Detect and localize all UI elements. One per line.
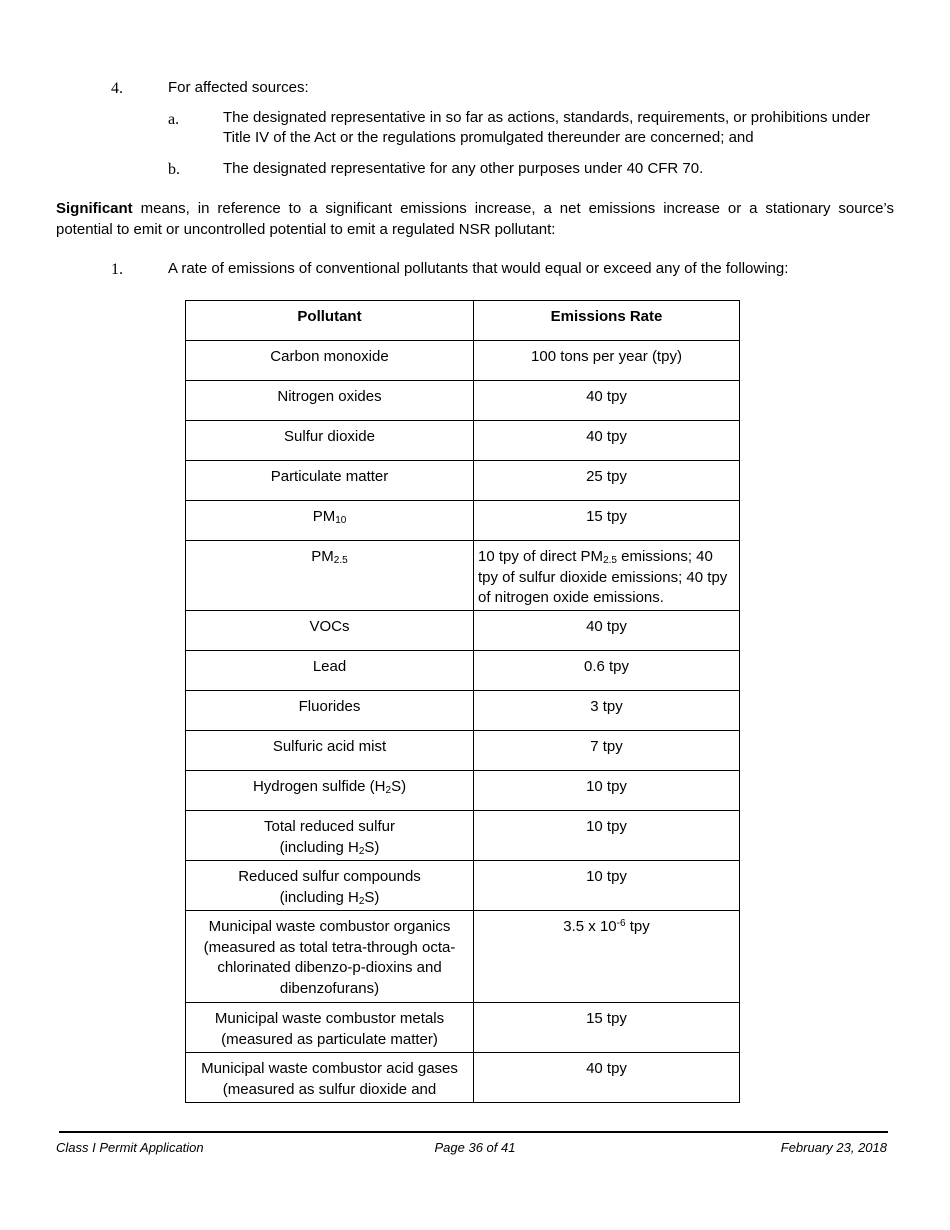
pm-base: PM: [311, 548, 334, 565]
table-row: [186, 731, 740, 771]
sublist-item-a-line1: The designated representative in so far as actions, standards, requirements, or prohibitions under: [223, 109, 871, 126]
rate-cell: 40 tpy: [474, 1053, 740, 1103]
footer-date: February 23, 2018: [780, 1140, 887, 1155]
pollutant-cell: [186, 811, 474, 861]
pollutant-cell: [186, 541, 474, 611]
table-row: [186, 611, 740, 651]
pollutant-cell: [186, 501, 474, 541]
rate-text-part1: 3.5 x 10: [563, 918, 617, 935]
rate-cell: 15 tpy: [474, 501, 740, 541]
rate-cell: 7 tpy: [474, 731, 740, 771]
rate-cell: 3 tpy: [474, 691, 740, 731]
significant-term: Significant: [56, 200, 133, 217]
table-row: [186, 1053, 740, 1103]
pm-subscript: 10: [335, 515, 347, 526]
table-row: [186, 651, 740, 691]
header-pollutant: Pollutant: [186, 301, 474, 341]
rate-cell: 40 tpy: [474, 611, 740, 651]
sublist-item-a: [223, 108, 895, 148]
h2s-part1: Hydrogen sulfide (H: [252, 778, 386, 795]
h2s-subscript: 2: [358, 895, 365, 907]
emissions-rate-table: [185, 300, 740, 1103]
rate-cell: 10 tpy: [474, 861, 740, 911]
rate-cell: 40 tpy: [474, 381, 740, 421]
list-item-4-text: For affected sources:: [168, 79, 309, 96]
rate-text-part2: emissions; 40 tpy of sulfur dioxide emissions; 40 tpy of nitrogen oxide emissions.: [478, 548, 728, 606]
significant-text: means, in reference to a significant emissions increase, a net emissions increase or a stationary source’s potential to emit or uncontrolled potential to emit a regulated NSR pollutant:: [56, 200, 894, 238]
pollutant-cell: Lead: [186, 651, 474, 691]
pollutant-cell: Sulfur dioxide: [186, 421, 474, 461]
h2s-subscript: 2: [358, 845, 365, 857]
pollutant-line2: [190, 888, 469, 909]
rate-cell: [474, 541, 740, 611]
footer-document-title: Class I Permit Application: [56, 1140, 204, 1155]
sublist-item-b: The designated representative for any other purposes under 40 CFR 70.: [223, 160, 704, 177]
rate-cell: 0.6 tpy: [474, 651, 740, 691]
pm-subscript: 2.5: [333, 555, 348, 566]
table-header-row: [186, 301, 740, 341]
table-row: [186, 861, 740, 911]
header-emissions-rate: Emissions Rate: [474, 301, 740, 341]
pollutant-line1: Total reduced sulfur: [264, 818, 395, 835]
pollutant-cell: Municipal waste combustor organics (measured as total tetra-through octa-chlorinated dibenzo-p-dioxins and dibenzofurans): [186, 911, 474, 1003]
list-number-4: 4.: [111, 80, 123, 97]
pollutant-line1: Reduced sulfur compounds: [238, 868, 421, 885]
h2s-part2: S): [391, 778, 407, 795]
sublist-letter-b: b.: [168, 161, 180, 178]
h2s-subscript: 2: [385, 785, 392, 796]
pollutant-cell: Municipal waste combustor acid gases (measured as sulfur dioxide and: [186, 1053, 474, 1103]
h2s-part1: (including H: [279, 838, 359, 856]
pollutant-line2: [190, 838, 469, 859]
table-row: [186, 541, 740, 611]
table-row: [186, 421, 740, 461]
rate-subscript: 2.5: [603, 555, 617, 566]
table-row: [186, 381, 740, 421]
rate-cell: 25 tpy: [474, 461, 740, 501]
list-number-1: 1.: [111, 261, 123, 278]
table-row: [186, 691, 740, 731]
rate-cell: 100 tons per year (tpy): [474, 341, 740, 381]
h2s-part2: S): [364, 838, 380, 856]
pollutant-cell: Sulfuric acid mist: [186, 731, 474, 771]
table-row: [186, 911, 740, 1003]
pollutant-cell: VOCs: [186, 611, 474, 651]
pollutant-cell: Municipal waste combustor metals (measured as particulate matter): [186, 1003, 474, 1053]
footer-divider: [59, 1131, 888, 1133]
rate-cell: 15 tpy: [474, 1003, 740, 1053]
table-row: [186, 771, 740, 811]
sublist-item-a-line2: Title IV of the Act or the regulations promulgated thereunder are concerned; and: [223, 129, 754, 146]
sublist-letter-a: a.: [168, 111, 180, 128]
rate-cell: 40 tpy: [474, 421, 740, 461]
table-row: [186, 1003, 740, 1053]
table-row: [186, 461, 740, 501]
rate-cell: [474, 911, 740, 1003]
rate-cell: 10 tpy: [474, 771, 740, 811]
pollutant-cell: Nitrogen oxides: [186, 381, 474, 421]
significant-definition: [56, 198, 894, 240]
footer-page-number: Page 36 of 41: [434, 1140, 516, 1155]
list-item-1-text: A rate of emissions of conventional pollutants that would equal or exceed any of the following:: [168, 260, 789, 277]
table-row: [186, 811, 740, 861]
rate-cell: 10 tpy: [474, 811, 740, 861]
pollutant-cell: Carbon monoxide: [186, 341, 474, 381]
pollutant-cell: [186, 771, 474, 811]
rate-text-part1: 10 tpy of direct PM: [478, 548, 604, 565]
h2s-part2: S): [364, 888, 380, 906]
table-row: [186, 341, 740, 381]
pollutant-cell: Fluorides: [186, 691, 474, 731]
rate-superscript: -6: [616, 918, 626, 929]
pm-base: PM: [312, 508, 336, 525]
pollutant-cell: Particulate matter: [186, 461, 474, 501]
rate-text-part2: tpy: [625, 918, 650, 935]
table-row: [186, 501, 740, 541]
pollutant-cell: [186, 861, 474, 911]
h2s-part1: (including H: [279, 888, 359, 906]
